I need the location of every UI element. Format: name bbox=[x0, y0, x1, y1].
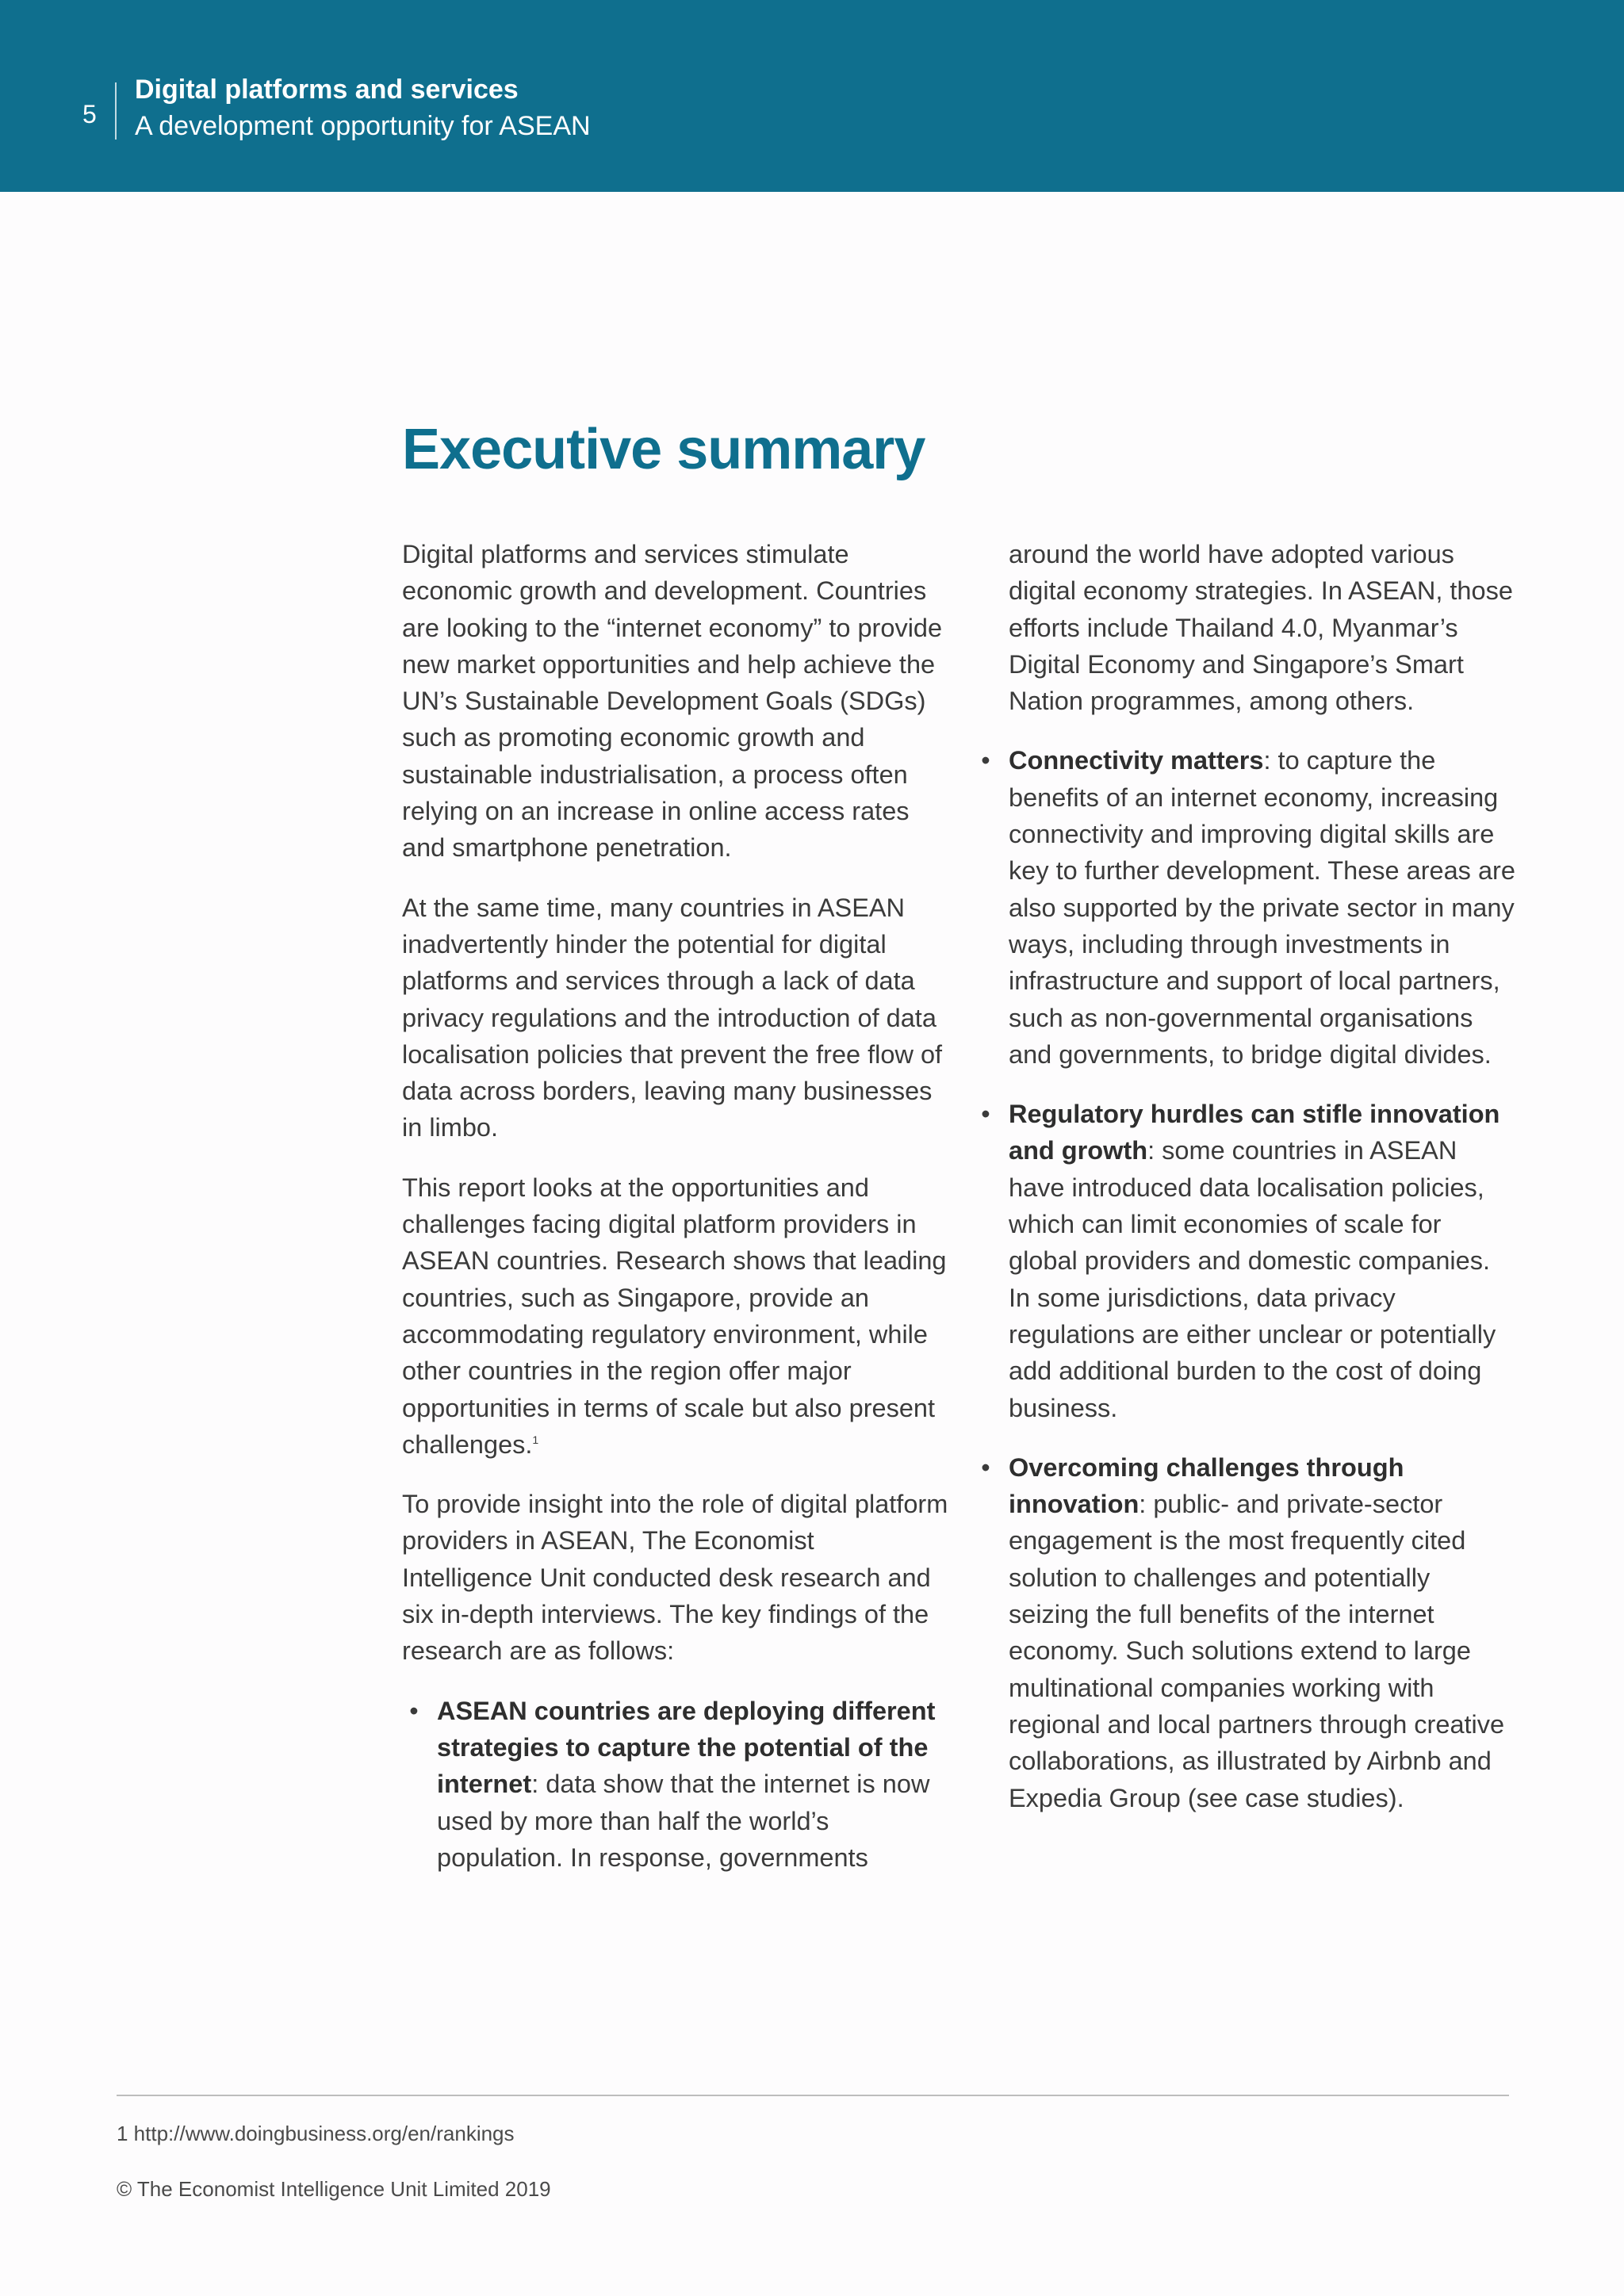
bullet-marker: • bbox=[981, 746, 990, 775]
finding-heading: ASEAN countries are deploying different strategies to capture the potential of the internet bbox=[437, 1696, 936, 1799]
bullet-marker: • bbox=[409, 1696, 419, 1725]
finding-heading: Regulatory hurdles can stifle innovation and growth bbox=[1009, 1100, 1500, 1165]
report-title: Digital platforms and services bbox=[135, 75, 519, 105]
finding-bullet bbox=[981, 742, 1516, 1073]
finding-bullet bbox=[981, 1096, 1516, 1426]
finding-text: : data show that the internet is now used by more than half the world’s population. In response, governments bbox=[437, 1770, 930, 1872]
paragraph-methodology: To provide insight into the role of digital platform providers in ASEAN, The Economist Intelligence Unit conducted desk research and six in-depth interviews. The key findings of the research are as follows: bbox=[402, 1490, 948, 1666]
key-findings-list-continued bbox=[981, 742, 1516, 1816]
bullet-marker: • bbox=[981, 1452, 990, 1482]
finding-text: : some countries in ASEAN have introduced data localisation policies, which can limit economies of scale for global providers and domestic companies. In some jurisdictions, data privacy regulations are either unclear or potentially add additional burden to the cost of doing business. bbox=[1009, 1136, 1496, 1422]
header-divider bbox=[115, 82, 117, 140]
finding-text: : to capture the benefits of an internet economy, increasing connectivity and improving digital skills are key to further development. These areas are also supported by the private sector in many ways, including through investments in infrastructure and support of local partners, such as non-governmental organisations and governments, to bridge digital divides. bbox=[1009, 746, 1515, 1069]
key-findings-list bbox=[402, 1693, 949, 1876]
right-column bbox=[981, 536, 1516, 1839]
left-column bbox=[402, 536, 949, 1899]
paragraph-report-scope-text: This report looks at the opportunities and challenges facing digital platform providers in ASEAN countries. Research shows that leading countries, such as Singapore, provide an accommodating regulatory environment, while other countries in the region offer major opportunities in terms of scale but also present challenges. bbox=[402, 1173, 947, 1459]
paragraph-report-scope bbox=[402, 1169, 949, 1463]
copyright-notice: © The Economist Intelligence Unit Limited 2019 bbox=[117, 2177, 551, 2201]
paragraph-intro: Digital platforms and services stimulate economic growth and development. Countries are looking to the “internet economy” to provide new market opportunities and help achieve the UN’s Sustainable Development Goals (SDGs) such as promoting economic growth and sustainable industrialisation, a process often relying on an increase in online access rates and smartphone penetration. bbox=[402, 540, 943, 863]
finding-bullet bbox=[402, 1693, 949, 1876]
footnote-divider bbox=[117, 2095, 1509, 2096]
finding-continuation: around the world have adopted various digital economy strategies. In ASEAN, those efforts include Thailand 4.0, Myanmar’s Digital Economy and Singapore’s Smart Nation programmes, among others. bbox=[1009, 540, 1513, 716]
footnote-reference: 1 bbox=[532, 1433, 539, 1446]
footnote-text: 1 http://www.doingbusiness.org/en/rankings bbox=[117, 2122, 515, 2145]
finding-heading: Overcoming challenges through innovation bbox=[1009, 1452, 1404, 1519]
finding-text: : public- and private-sector engagement is the most frequently cited solution to challenges and potentially seizing the full benefits of the internet economy. Such solutions extend to large multinational companies working with regional and local partners through creative collaborations, as illustrated by Airbnb and Expedia Group (see case studies). bbox=[1009, 1490, 1505, 1812]
bullet-marker: • bbox=[981, 1100, 990, 1129]
section-heading: Executive summary bbox=[402, 418, 925, 481]
report-subtitle: A development opportunity for ASEAN bbox=[135, 111, 591, 141]
paragraph-hindrances: At the same time, many countries in ASEAN inadvertently hinder the potential for digital platforms and services through a lack of data privacy regulations and the introduction of data localisation policies that prevent the free flow of data across borders, leaving many businesses in limbo. bbox=[402, 893, 943, 1142]
page-number: 5 bbox=[82, 100, 97, 128]
header-banner bbox=[0, 0, 1624, 192]
finding-heading: Connectivity matters bbox=[1009, 746, 1264, 775]
finding-bullet bbox=[981, 1449, 1516, 1816]
